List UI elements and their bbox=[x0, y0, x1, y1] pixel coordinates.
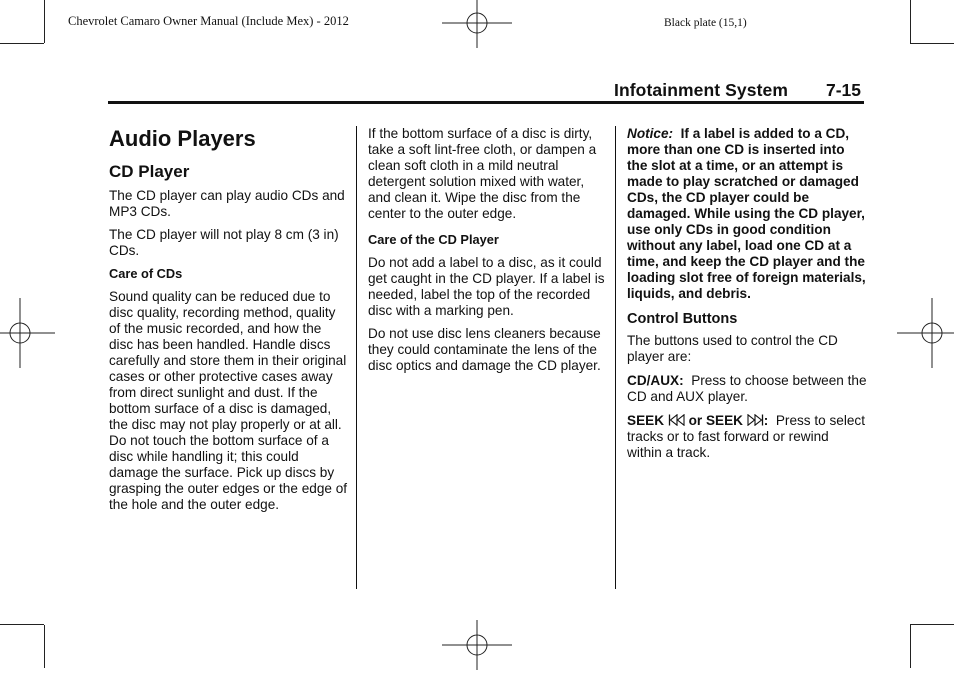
column-divider bbox=[356, 126, 357, 589]
paragraph: Do not use disc lens cleaners because they could contaminate the lens of the disc optics and damage the CD player. bbox=[368, 326, 601, 373]
column-3 bbox=[627, 126, 867, 468]
section-title: CD Player bbox=[109, 162, 190, 181]
control-item-cd-aux bbox=[627, 373, 867, 405]
section-header: Infotainment System bbox=[614, 80, 789, 100]
subheading: Control Buttons bbox=[627, 311, 738, 327]
subheading: Care of the CD Player bbox=[368, 232, 499, 247]
notice-text: If a label is added to a CD, more than one CD is inserted into the slot at a time, or an attempt is made to play scratched or damaged CDs, the CD player could be damaged. While using the CD player, use only CDs in good condition without any label, load one CD at a time, and keep the CD player and the loading slot free of foreign materials, liquids, and debris. bbox=[627, 126, 866, 301]
plate-label: Black plate (15,1) bbox=[664, 17, 747, 29]
crop-mark-bottom-right-v bbox=[910, 625, 911, 668]
notice bbox=[627, 126, 867, 302]
control-label: CD/AUX: bbox=[627, 373, 684, 388]
seek-forward-icon bbox=[747, 414, 764, 426]
crop-mark-top-right-h bbox=[910, 43, 954, 44]
registration-mark-icon bbox=[442, 610, 512, 680]
column-divider bbox=[615, 126, 616, 589]
crop-mark-top-right-v bbox=[910, 0, 911, 43]
subheading: Care of CDs bbox=[109, 266, 183, 281]
notice-label: Notice: bbox=[627, 126, 674, 141]
page-number: 7-15 bbox=[826, 80, 862, 100]
page-title: Audio Players bbox=[109, 126, 256, 151]
control-label: or SEEK bbox=[688, 413, 743, 428]
paragraph: If the bottom surface of a disc is dirty, take a soft lint-free cloth, or dampen a clean soft cloth in a mild neutral detergent solution mixed with water, and clean it. Wipe the disc from the center to the outer edge. bbox=[368, 126, 597, 221]
crop-mark-top-left-h bbox=[0, 43, 44, 44]
header-rule bbox=[108, 101, 864, 104]
paragraph: The buttons used to control the CD player are: bbox=[627, 333, 838, 364]
paragraph: Do not add a label to a disc, as it could get caught in the CD player. If a label is needed, label the top of the recorded disc with a marking pen. bbox=[368, 255, 605, 318]
crop-mark-bottom-left-h bbox=[0, 624, 44, 625]
control-colon: : bbox=[763, 413, 769, 428]
column-1 bbox=[109, 126, 349, 520]
control-item-seek bbox=[627, 413, 867, 461]
crop-mark-bottom-right-h bbox=[910, 624, 954, 625]
paragraph: Sound quality can be reduced due to disc quality, recording method, quality of the music recorded, and how the disc has been handled. Handle discs carefully and store them in their original cases or other protective cases away from direct sunlight and dust. If the bottom surface of a disc is damaged, the disc may not play properly or at all. Do not touch the bottom surface of a disc while handling it; this could damage the surface. Pick up discs by grasping the outer edges or the edge of the hole and the outer edge. bbox=[109, 289, 348, 512]
control-text: Press to select tracks or to fast forward or rewind within a track. bbox=[627, 413, 866, 460]
registration-mark-icon bbox=[442, 0, 512, 58]
seek-back-icon bbox=[668, 414, 685, 426]
crop-mark-bottom-left-v bbox=[44, 625, 45, 668]
manual-title: Chevrolet Camaro Owner Manual (Include Mex) - 2012 bbox=[68, 14, 349, 28]
registration-mark-icon bbox=[0, 298, 55, 368]
registration-mark-icon bbox=[897, 298, 954, 368]
control-label: SEEK bbox=[627, 413, 665, 428]
control-text: Press to choose between the CD and AUX player. bbox=[627, 373, 867, 404]
paragraph: The CD player can play audio CDs and MP3 CDs. bbox=[109, 188, 345, 219]
paragraph: The CD player will not play 8 cm (3 in) CDs. bbox=[109, 227, 339, 258]
column-2 bbox=[368, 126, 608, 381]
crop-mark-top-left-v bbox=[44, 0, 45, 43]
